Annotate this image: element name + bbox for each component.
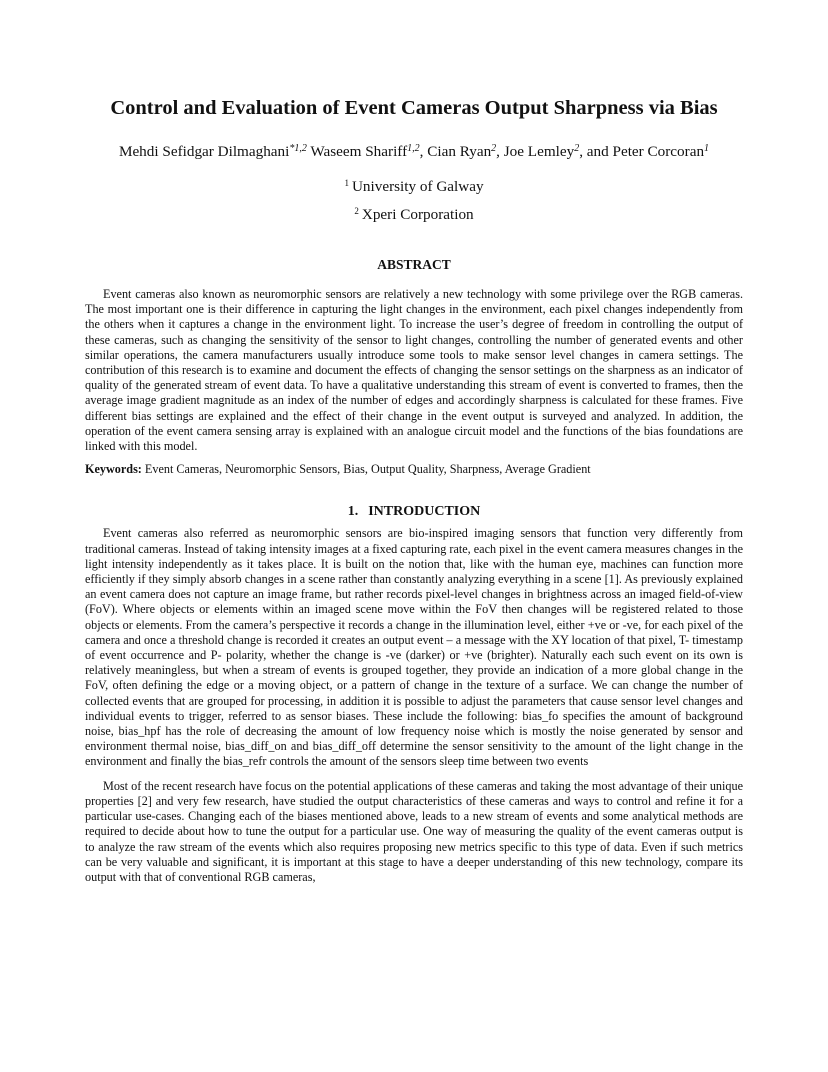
author-affiliation-mark: 2	[491, 143, 497, 154]
affiliation-list	[85, 171, 743, 227]
author-name: Mehdi Sefidgar Dilmaghani	[118, 143, 290, 160]
keywords-text: Event Cameras, Neuromorphic Sensors, Bias, Output Quality, Sharpness, Average Gradient	[144, 462, 591, 477]
keywords	[85, 462, 743, 477]
affiliation-mark: 2	[354, 206, 359, 216]
section-title: INTRODUCTION	[368, 504, 481, 520]
keywords-label: Keywords:	[85, 462, 142, 477]
section-heading-introduction	[85, 504, 743, 520]
abstract-text: Event cameras also known as neuromorphic sensors are relatively a new technology with some privilege over the RGB cameras. The most important one is their difference in capturing the light changes in the environment, each pixel changes independently from the others when it captures a change in the environment light. To increase the user’s degree of freedom in controlling the output of these cameras, such as changing the sensitivity of the sensor to light changes, controlling the number of generated events and other similar operations, the camera manufacturers usually introduce some tools to make sensor level changes in camera settings. The contribution of this research is to examine and document the effects of changing the sensor settings on the sharpness as an indicator of quality of the generated stream of event data. To have a qualitative understanding this stream of event is converted to frames, then the average image gradient magnitude as an index of the number of edges and accordingly sharpness is calculated for these frames. Five different bias settings are explained and the effect of their change in the event output is surveyed and analyzed. In addition, the operation of the event camera sensing array is explained with an analogue circuit model and the functions of the bias foundations are linked with this model.	[85, 287, 743, 454]
author-affiliation-mark: *1,2	[289, 143, 307, 154]
affiliation-name: University of Galway	[351, 178, 484, 195]
author-name: and Peter Corcoran	[586, 143, 705, 160]
author-affiliation-mark: 1	[704, 143, 710, 154]
body-paragraph: Event cameras also referred as neuromorphic sensors are bio-inspired imaging sensors that function very differently from traditional cameras. Instead of taking intensity images at a fixed capturing rate, each pixel in the event camera measures changes in the light intensity independently as it takes place. It is built on the notion that, like with the human eye, machines can function more efficiently if they simply absorb changes in a scene rather than constantly analyzing everything in a scene [1]. As previously explained an event camera does not capture an image frame, but rather records pixel-level changes in brightness across an imaged field-of-view (FoV). Where objects or elements within an imaged scene move within the FoV then changes will be registered related to those objects or elements. From the camera’s perspective it records a change in the illumination level, either +ve or -ve, for each pixel of the camera and once a threshold change is recorded it creates an output event – a message with the XY location of that pixel, T- timestamp of event occurrence and P- polarity, whether the change is -ve (darker) or +ve (brighter). Naturally each such event on its own is relatively meaningless, but when a stream of events is grouped together, they provide an indication of a more global change in the FoV, often defining the edge or a moving object, or a pattern of change in the texture of a surface. We can change the number of collected events that are grouped for processing, in addition it is possible to adjust the parameters that cause sensor level changes and individual events to trigger, referred to as sensor biases. These include the following: bias_fo specifies the amount of background noise, bias_hpf has the role of decreasing the amount of low frequency noise which is mostly the noise generated by sensor and environment thermal noise, bias_diff_on and bias_diff_off determine the sensor sensitivity to the amount of the light change in the environment and finally the bias_refr controls the amount of the sensors sleep time between two events	[85, 526, 743, 769]
author-name: Cian Ryan	[427, 143, 492, 160]
author-affiliation-mark: 1,2	[407, 143, 420, 154]
author-name: Joe Lemley	[503, 143, 575, 160]
affiliation	[85, 171, 743, 199]
affiliation-mark: 1	[344, 178, 349, 188]
paper-page	[85, 95, 743, 885]
author-affiliation-mark: 2	[574, 143, 580, 154]
author-name: Waseem Shariff	[310, 143, 408, 160]
affiliation-name: Xperi Corporation	[361, 206, 474, 223]
body-paragraph: Most of the recent research have focus on the potential applications of these cameras and taking the most advantage of their unique properties [2] and very few research, have studied the output characteristics of these cameras and ways to control and refine it for a particular use-cases. Changing each of the biases mentioned above, leads to a new stream of events and some analytical methods are required to decide about how to tune the output for a particular use. One way of measuring the quality of the event cameras output is to analyze the raw stream of the events which also requires proposing new metrics specific to this type of data. Even if such metrics can be very valuable and significant, it is important at this stage to have a deeper understanding of this new technology, compare its output with that of conventional RGB cameras,	[85, 778, 743, 884]
section-number: 1.	[347, 504, 359, 520]
paper-title: Control and Evaluation of Event Cameras Output Sharpness via Bias	[110, 97, 718, 119]
author-list: Mehdi Sefidgar Dilmaghani$^{*1,2}$ Waseem Shariff$^{1,2}$, Cian Ryan$^2$, Joe Lemley$^2$, and Peter Corcoran$^1$	[118, 143, 710, 160]
affiliation	[85, 199, 743, 227]
abstract-heading: ABSTRACT	[377, 257, 451, 272]
